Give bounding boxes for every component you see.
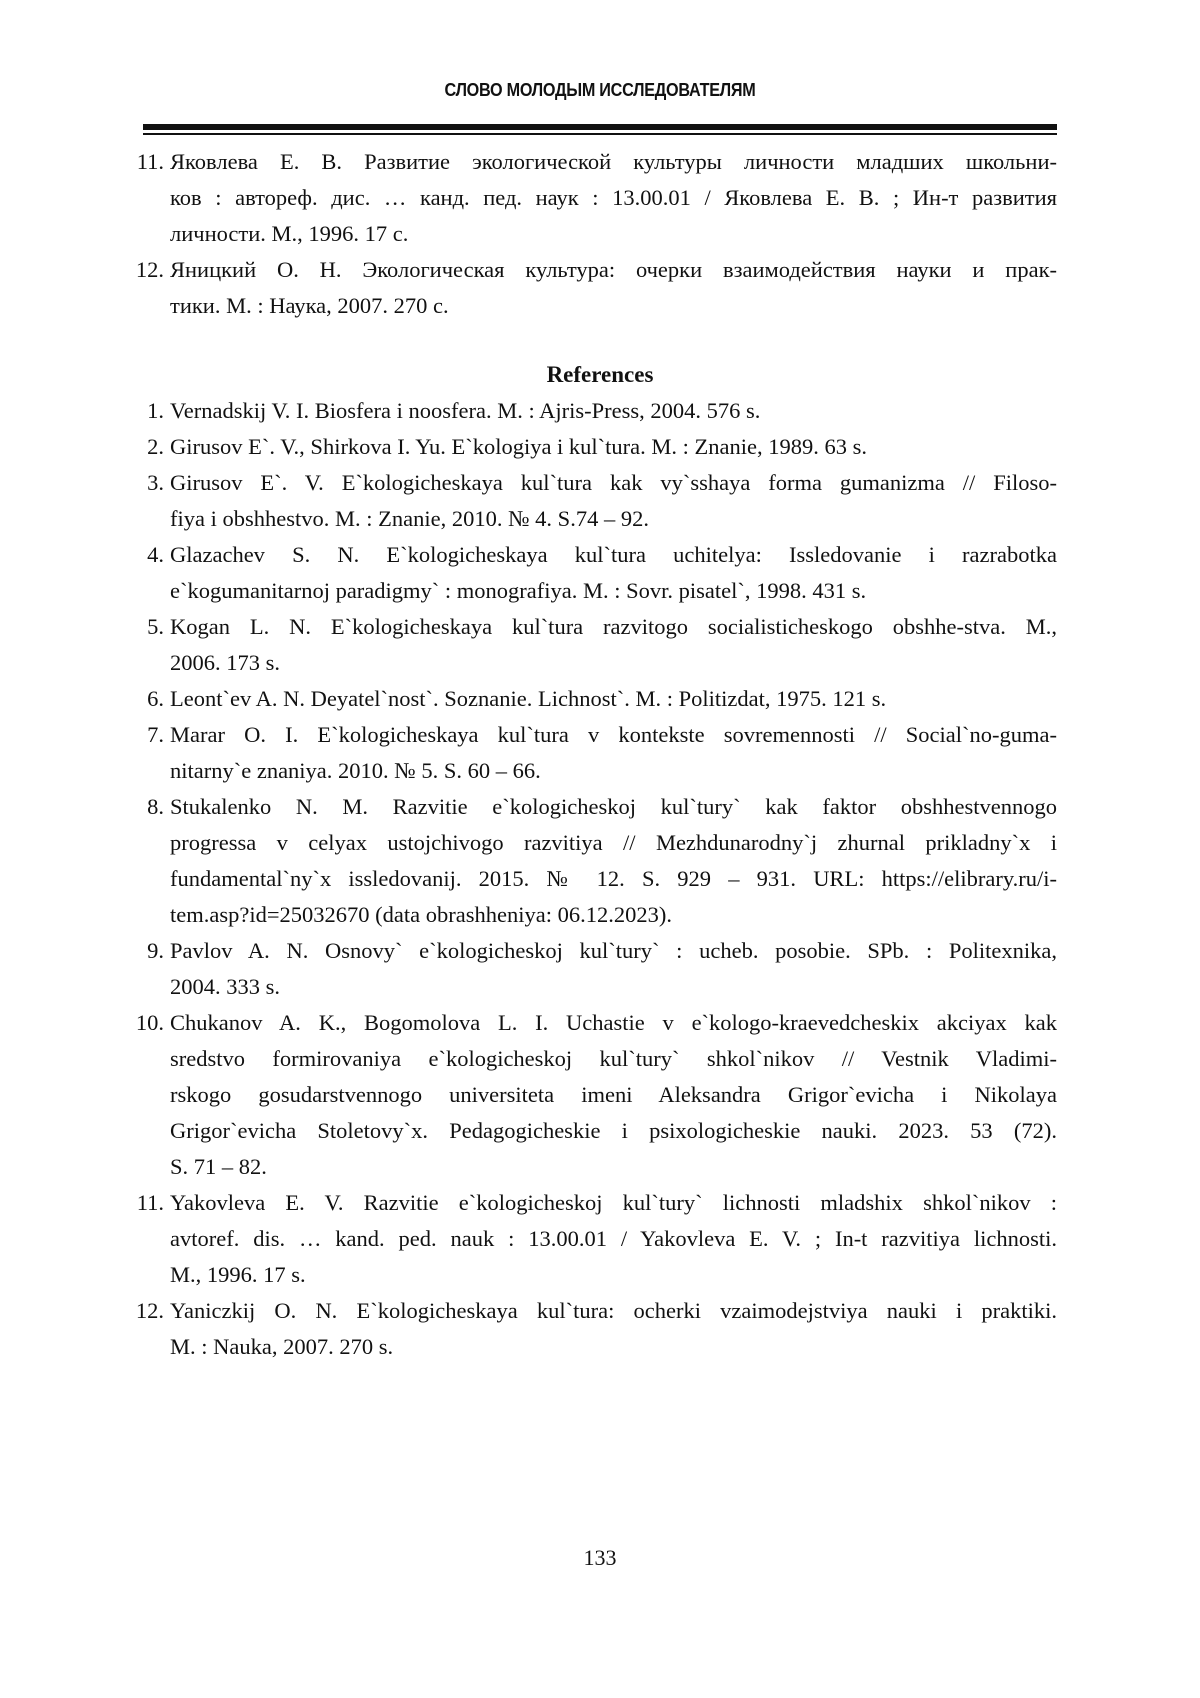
reference-line: Chukanov A. K., Bogomolova L. I. Uchastie v e`kologo-kraevedcheskix akciyax kak (170, 1005, 1057, 1041)
reference-number: 12. (124, 252, 164, 288)
reference-entry (170, 609, 1057, 681)
reference-line: Pavlov A. N. Osnovy` e`kologicheskoj kul`tury` : ucheb. posobie. SPb. : Politexnika, (170, 933, 1057, 969)
reference-line: avtoref. dis. … kand. ped. nauk : 13.00.01 / Yakovleva E. V. ; In-t razvitiya lichnosti. (170, 1221, 1057, 1257)
reference-line: Grigor`evicha Stoletovy`x. Pedagogicheskie i psixologicheskie nauki. 2023. 53 (72). (170, 1113, 1057, 1149)
reference-entry (170, 465, 1057, 537)
reference-line: M. : Nauka, 2007. 270 s. (170, 1329, 1057, 1365)
reference-number: 9. (124, 933, 164, 969)
reference-number: 12. (124, 1293, 164, 1329)
reference-entry (170, 1293, 1057, 1365)
reference-number: 11. (124, 144, 164, 180)
reference-line: fundamental`ny`x issledovanij. 2015. № 12. S. 929 – 931. URL: https://elibrary.ru/i- (170, 861, 1057, 897)
reference-line: rskogo gosudarstvennogo universiteta imeni Aleksandra Grigor`evicha i Nikolaya (170, 1077, 1057, 1113)
reference-entry (170, 537, 1057, 609)
page-number: 133 (0, 1545, 1200, 1571)
reference-number: 1. (124, 393, 164, 429)
reference-entry (170, 717, 1057, 789)
reference-line: sredstvo formirovaniya e`kologicheskoj kul`tury` shkol`nikov // Vestnik Vladimi- (170, 1041, 1057, 1077)
reference-line: тики. М. : Наука, 2007. 270 с. (170, 288, 1057, 324)
reference-entry (170, 1005, 1057, 1185)
header-rule-thin (143, 133, 1057, 135)
reference-line: 2006. 173 s. (170, 645, 1057, 681)
references-list (170, 393, 1057, 1365)
reference-line: Яковлева Е. В. Развитие экологической культуры личности младших школьни- (170, 144, 1057, 180)
reference-line: ков : автореф. дис. … канд. пед. наук : 13.00.01 / Яковлева Е. В. ; Ин-т развития (170, 180, 1057, 216)
reference-entry (170, 252, 1057, 324)
reference-line: M., 1996. 17 s. (170, 1257, 1057, 1293)
reference-entry (170, 144, 1057, 252)
reference-number: 11. (124, 1185, 164, 1221)
reference-line: tem.asp?id=25032670 (data obrashheniya: 06.12.2023). (170, 897, 1057, 933)
reference-line: Stukalenko N. M. Razvitie e`kologicheskoj kul`tury` kak faktor obshhestvennogo (170, 789, 1057, 825)
russian-reference-list (170, 144, 1057, 324)
reference-number: 5. (124, 609, 164, 645)
reference-entry (170, 789, 1057, 933)
reference-line: Yakovleva E. V. Razvitie e`kologicheskoj kul`tury` lichnosti mladshix shkol`nikov : (170, 1185, 1057, 1221)
reference-number: 6. (124, 681, 164, 717)
reference-line: S. 71 – 82. (170, 1149, 1057, 1185)
reference-entry (170, 933, 1057, 1005)
reference-number: 3. (124, 465, 164, 501)
reference-entry (170, 393, 1057, 429)
reference-line: Glazachev S. N. E`kologicheskaya kul`tura uchitelya: Issledovanie i razrabotka (170, 537, 1057, 573)
reference-number: 8. (124, 789, 164, 825)
reference-line: Marar O. I. E`kologicheskaya kul`tura v kontekste sovremennosti // Social`no-guma- (170, 717, 1057, 753)
reference-number: 10. (124, 1005, 164, 1041)
reference-line: nitarny`e znaniya. 2010. № 5. S. 60 – 66. (170, 753, 1057, 789)
reference-entry (170, 1185, 1057, 1293)
reference-line: Vernadskij V. I. Biosfera i noosfera. M. : Ajris-Press, 2004. 576 s. (170, 393, 1057, 429)
reference-entry (170, 681, 1057, 717)
reference-line: Leont`ev A. N. Deyatel`nost`. Soznanie. Lichnost`. M. : Politizdat, 1975. 121 s. (170, 681, 1057, 717)
reference-number: 4. (124, 537, 164, 573)
reference-line: fiya i obshhestvo. M. : Znanie, 2010. № 4. S.74 – 92. (170, 501, 1057, 537)
reference-number: 7. (124, 717, 164, 753)
reference-line: Girusov E`. V., Shirkova I. Yu. E`kologiya i kul`tura. M. : Znanie, 1989. 63 s. (170, 429, 1057, 465)
reference-line: 2004. 333 s. (170, 969, 1057, 1005)
references-heading: References (0, 357, 1200, 393)
running-title: СЛОВО МОЛОДЫМ ИССЛЕДОВАТЕЛЯМ (60, 80, 1140, 101)
reference-line: Girusov E`. V. E`kologicheskaya kul`tura kak vy`sshaya forma gumanizma // Filoso- (170, 465, 1057, 501)
header-rule-thick (143, 124, 1057, 130)
reference-line: личности. М., 1996. 17 с. (170, 216, 1057, 252)
reference-number: 2. (124, 429, 164, 465)
reference-line: progressa v celyax ustojchivogo razvitiya // Mezhdunarodny`j zhurnal prikladny`x i (170, 825, 1057, 861)
reference-entry (170, 429, 1057, 465)
reference-line: e`kogumanitarnoj paradigmy` : monografiya. M. : Sovr. pisatel`, 1998. 431 s. (170, 573, 1057, 609)
reference-line: Яницкий О. Н. Экологическая культура: очерки взаимодействия науки и прак- (170, 252, 1057, 288)
reference-line: Kogan L. N. E`kologicheskaya kul`tura razvitogo socialisticheskogo obshhe-stva. M., (170, 609, 1057, 645)
reference-line: Yaniczkij O. N. E`kologicheskaya kul`tura: ocherki vzaimodejstviya nauki i praktiki. (170, 1293, 1057, 1329)
